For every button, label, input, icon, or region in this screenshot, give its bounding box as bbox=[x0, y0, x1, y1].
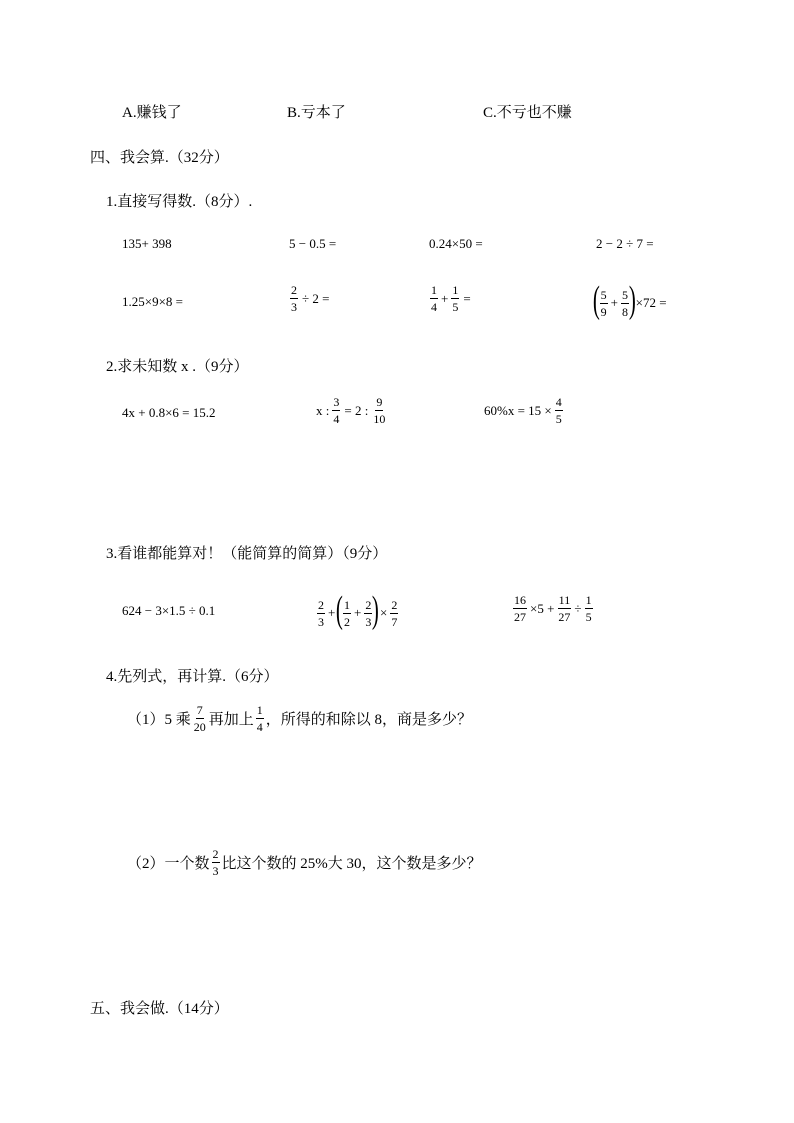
q3-title: 3.看谁都能算对！（能简算的简算）（9分） bbox=[106, 546, 388, 562]
choice-c: C.不亏也不赚 bbox=[483, 105, 572, 121]
q3-expr-1: 624 − 3×1.5 ÷ 0.1 bbox=[122, 603, 216, 618]
q2-title: 2.求未知数 x .（9分） bbox=[106, 359, 249, 375]
q1-expr-4: 2 − 2 ÷ 7 = bbox=[596, 236, 654, 251]
q1-expr-1: 135+ 398 bbox=[122, 236, 172, 251]
q1-expr-3: 0.24×50 = bbox=[429, 236, 483, 251]
q1-expr-8: ( 5 9 + $\frac{5}{8}$ ) ×72 = bbox=[592, 279, 667, 321]
q4-problem-1: （1）5 乘 7 20 再加上 1 4 ，所得的和除以 8，商是多少？ bbox=[127, 703, 473, 734]
q2-expr-1: 4x + 0.8×6 = 15.2 bbox=[122, 405, 216, 420]
q1-expr-5: 1.25×9×8 = bbox=[122, 294, 183, 309]
q2-expr-3: 60%x = 15 × $\frac{4}{5}$ bbox=[484, 395, 562, 426]
q1-expr-2: 5 − 0.5 = bbox=[289, 236, 337, 251]
q1-title: 1.直接写得数.（8分）. bbox=[106, 194, 253, 210]
section-4-title: 四、我会算.（32分） bbox=[90, 150, 229, 166]
choice-a: A.赚钱了 bbox=[122, 105, 182, 121]
q3-expr-3: $\frac{16}{27}$ ×5 + $\frac{11}{27}$ ÷ $\frac{1}{5}$ bbox=[514, 593, 592, 624]
q1-expr-7: 1 4 + $\frac{1}{5}$ = bbox=[431, 283, 471, 314]
q2-expr-2: x : $\frac{3}{4}$ = 2 : 9 10 bbox=[316, 395, 386, 426]
q3-expr-2: 2 3 + ( 1 2 + $\frac{2}{3}$ ) × $\frac{2}{7}$ bbox=[318, 589, 398, 631]
choice-b: B.亏本了 bbox=[287, 105, 346, 121]
q4-problem-2: （2）一个数 2 3 比这个数的 25%大 30，这个数是多少？ bbox=[127, 847, 482, 878]
q4-title: 4.先列式，再计算.（6分） bbox=[106, 669, 279, 685]
section-5-title: 五、我会做.（14分） bbox=[90, 1001, 229, 1017]
q1-expr-6: $\frac{2}{3}$ ÷ 2 = bbox=[291, 283, 330, 314]
